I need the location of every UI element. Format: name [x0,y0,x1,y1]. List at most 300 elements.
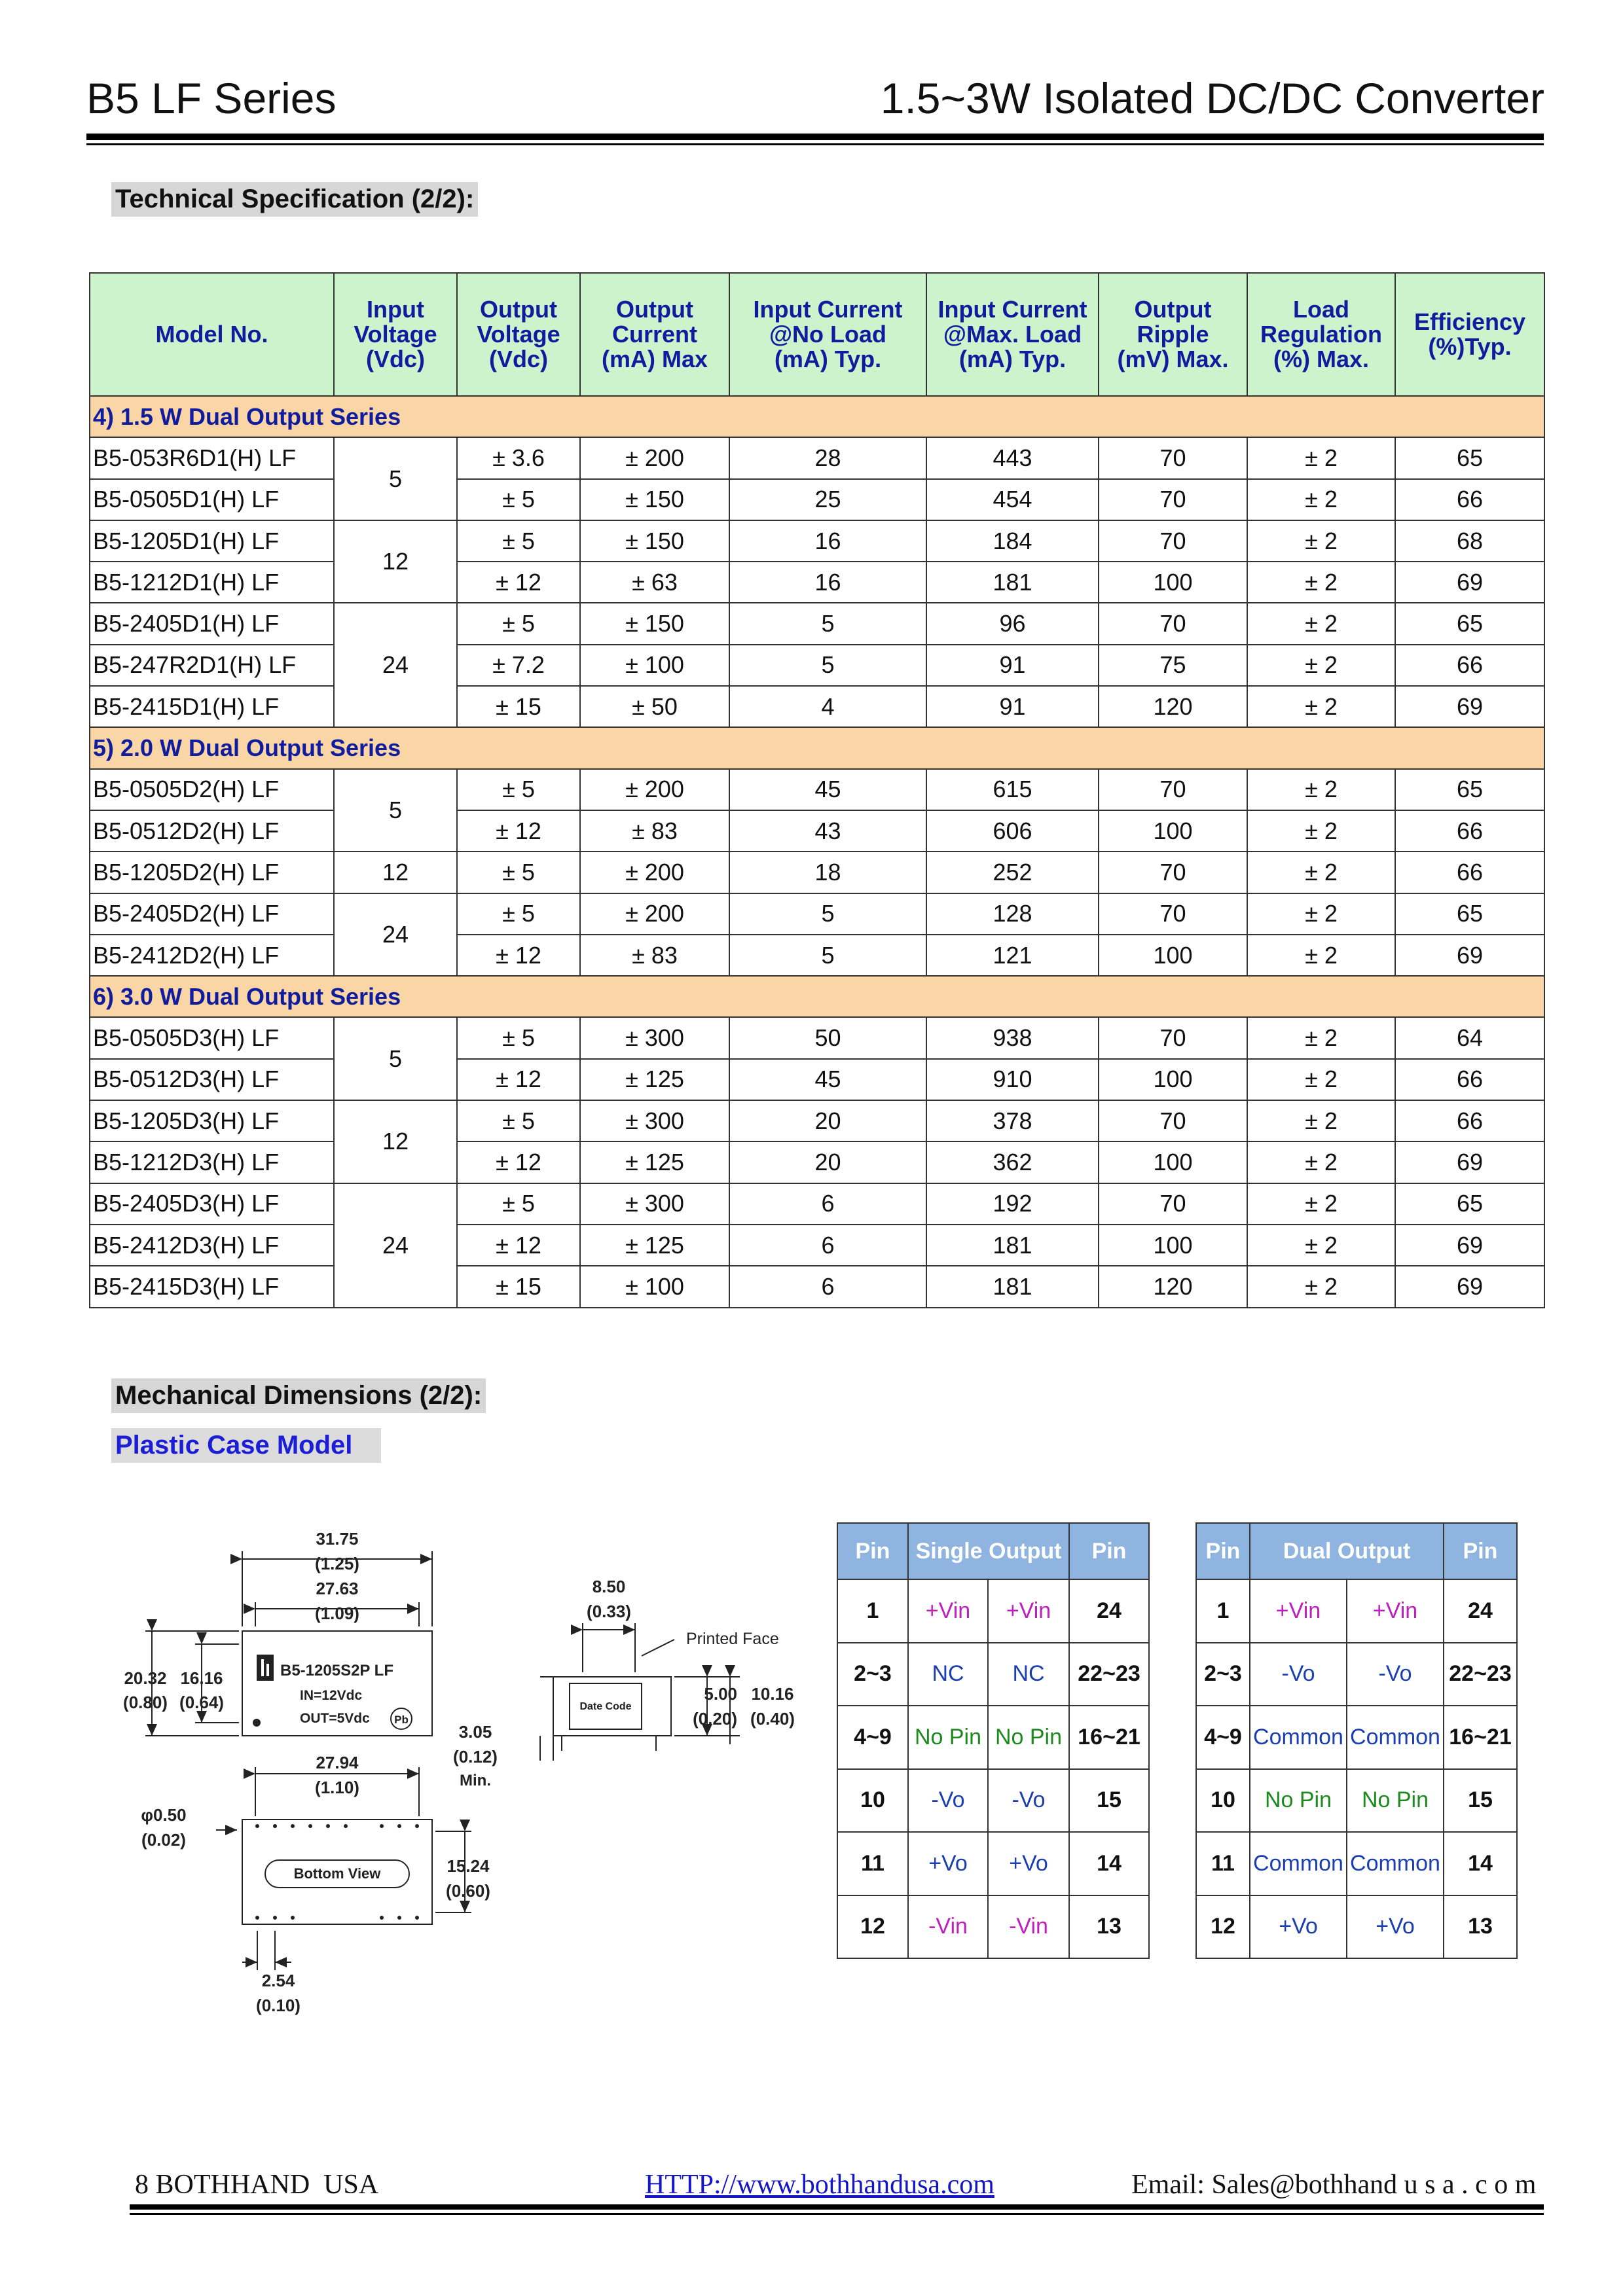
pin-number: 14 [1069,1832,1149,1895]
pb-mark-text: Pb [394,1713,409,1726]
table-cell: 70 [1099,1100,1247,1141]
table-cell: 70 [1099,852,1247,893]
cell-model: B5-2405D1(H) LF [90,603,334,644]
tech-spec-title: Technical Specification (2/2): [111,182,478,217]
table-cell: 18 [729,852,926,893]
table-cell: 66 [1395,1100,1544,1141]
table-cell: 5 [729,603,926,644]
pin-row [837,1706,1149,1769]
dim-height-inner: 16.16 [180,1668,223,1688]
dim-pin-row-span: 27.94 [316,1753,359,1772]
pin-function: -Vin [908,1895,988,1959]
table-cell: 91 [926,645,1099,686]
pin-function: +Vin [1347,1579,1444,1643]
col-input-current-maxload: Input Current @Max. Load (mA) Typ. [926,273,1099,396]
col-load-regulation: Load Regulation (%) Max. [1247,273,1395,396]
pin-function: +Vin [908,1579,988,1643]
table-cell: 96 [926,603,1099,644]
spec-body [90,396,1544,1308]
table-cell: ± 2 [1247,1100,1395,1141]
table-cell: ± 200 [580,769,729,810]
table-cell: 120 [1099,1266,1247,1307]
pin-single-header-left: Pin [837,1523,908,1579]
pin-number: 12 [1196,1895,1250,1959]
col-output-current: Output Current (mA) Max [580,273,729,396]
table-cell: ± 300 [580,1017,729,1058]
table-cell: ± 125 [580,1141,729,1183]
table-cell: 69 [1395,686,1544,727]
cell-model: B5-0505D1(H) LF [90,479,334,520]
table-cell: ± 2 [1247,562,1395,603]
table-cell: ± 83 [580,810,729,852]
table-cell: ± 15 [457,1266,580,1307]
cell-model: B5-053R6D1(H) LF [90,437,334,478]
table-cell: 6 [729,1225,926,1266]
table-cell: 65 [1395,603,1544,644]
table-cell: ± 2 [1247,645,1395,686]
table-cell: 6 [729,1266,926,1307]
dim-pitch-in: (0.10) [256,1996,301,2015]
table-cell: ± 7.2 [457,645,580,686]
table-cell: 181 [926,1266,1099,1307]
pin-function: -Vin [988,1895,1069,1959]
table-cell: ± 5 [457,852,580,893]
product-title: 1.5~3W Isolated DC/DC Converter [880,74,1544,122]
table-cell: 91 [926,686,1099,727]
table-row [90,1141,1544,1183]
pin-function: Common [1347,1832,1444,1895]
table-cell: ± 125 [580,1225,729,1266]
pin-function: +Vo [1250,1895,1347,1959]
dim-total-height: 10.16 [751,1684,794,1704]
dim-pin-length-min: Min. [460,1772,491,1789]
table-row [90,1183,1544,1225]
table-cell: ± 2 [1247,1141,1395,1183]
footer-company: 8 BOTHHAND USA [135,2170,379,2200]
table-row [90,645,1544,686]
dim-height-outer: 20.32 [124,1668,167,1688]
cell-model: B5-2415D3(H) LF [90,1266,334,1307]
dim-pin-diameter-in: (0.02) [141,1830,186,1850]
pin-number: 4~9 [837,1706,908,1769]
table-cell: ± 12 [457,935,580,976]
pin-number: 24 [1444,1579,1517,1643]
table-cell: 16 [729,520,926,562]
table-cell: 5 [729,935,926,976]
table-cell: ± 3.6 [457,437,580,478]
table-cell: ± 2 [1247,686,1395,727]
table-cell: 65 [1395,769,1544,810]
table-cell: 4 [729,686,926,727]
table-row [90,603,1544,644]
table-cell: ± 125 [580,1059,729,1100]
table-cell: 20 [729,1141,926,1183]
pin-function: No Pin [988,1706,1069,1769]
bothhand-logo [257,1655,274,1681]
table-cell: 443 [926,437,1099,478]
dim-body-height: 5.00 [704,1684,737,1704]
table-cell: 43 [729,810,926,852]
dim-height-inner-in: (0.64) [179,1693,224,1712]
table-cell: ± 2 [1247,769,1395,810]
pin-number: 13 [1444,1895,1517,1959]
table-cell: ± 2 [1247,810,1395,852]
series-group-title: 4) 1.5 W Dual Output Series [90,396,1544,437]
table-cell: 75 [1099,645,1247,686]
cell-input-voltage: 24 [334,603,457,727]
pin-number: 24 [1069,1579,1149,1643]
table-cell: ± 2 [1247,437,1395,478]
pin-number: 13 [1069,1895,1149,1959]
printed-face-label: Printed Face [686,1630,779,1648]
part-label: B5-1205S2P LF [280,1662,393,1679]
table-cell: 100 [1099,1225,1247,1266]
table-cell: ± 63 [580,562,729,603]
header-rule [86,134,1544,140]
table-cell: 192 [926,1183,1099,1225]
table-cell: ± 12 [457,1141,580,1183]
table-cell: 69 [1395,1141,1544,1183]
table-cell: ± 5 [457,520,580,562]
table-cell: ± 300 [580,1100,729,1141]
cell-input-voltage: 12 [334,1100,457,1183]
pin-number: 11 [837,1832,908,1895]
table-cell: ± 5 [457,1183,580,1225]
table-row [90,1059,1544,1100]
pin-number: 2~3 [837,1643,908,1706]
table-row [90,479,1544,520]
pin-row [1196,1579,1517,1643]
footer-rule-thin [130,2213,1544,2215]
table-cell: 70 [1099,437,1247,478]
table-row [90,852,1544,893]
cell-model: B5-0505D2(H) LF [90,769,334,810]
pin-row [1196,1643,1517,1706]
cell-model: B5-0512D2(H) LF [90,810,334,852]
table-cell: ± 12 [457,1225,580,1266]
pin-single-header-title: Single Output [908,1523,1069,1579]
table-cell: 454 [926,479,1099,520]
table-cell: 121 [926,935,1099,976]
table-cell: ± 2 [1247,479,1395,520]
pin-function: -Vo [1347,1643,1444,1706]
col-input-current-noload: Input Current @No Load (mA) Typ. [729,273,926,396]
pin-row [837,1579,1149,1643]
plastic-case-title: Plastic Case Model [111,1428,381,1463]
pin-function: Common [1250,1706,1347,1769]
pin-table-single [837,1522,1150,1959]
table-cell: 184 [926,520,1099,562]
table-row [90,686,1544,727]
table-cell: 66 [1395,479,1544,520]
pin-function: -Vo [1250,1643,1347,1706]
table-cell: ± 100 [580,1266,729,1307]
table-cell: ± 100 [580,645,729,686]
table-row [90,893,1544,935]
table-cell: 66 [1395,1059,1544,1100]
table-cell: ± 15 [457,686,580,727]
table-cell: 16 [729,562,926,603]
footer-website-link[interactable]: HTTP://www.bothhandusa.com [645,2170,994,2200]
table-row [90,437,1544,478]
table-cell: 100 [1099,810,1247,852]
dim-width-inner-in: (1.09) [315,1604,359,1623]
pin-function: +Vo [1347,1895,1444,1959]
pin-number: 2~3 [1196,1643,1250,1706]
table-row [90,1100,1544,1141]
dim-side-width-in: (0.33) [587,1602,631,1621]
pin-function: +Vin [988,1579,1069,1643]
pin-dual-header-right: Pin [1444,1523,1517,1579]
cell-input-voltage: 5 [334,1017,457,1100]
col-output-voltage: Output Voltage (Vdc) [457,273,580,396]
table-cell: 69 [1395,562,1544,603]
table-cell: 5 [729,645,926,686]
table-cell: 70 [1099,1017,1247,1058]
table-cell: ± 5 [457,479,580,520]
pin-dual-header-left: Pin [1196,1523,1250,1579]
series-group-title: 5) 2.0 W Dual Output Series [90,727,1544,768]
col-output-ripple: Output Ripple (mV) Max. [1099,273,1247,396]
dim-width-inner: 27.63 [316,1579,359,1598]
footer-rule [130,2204,1544,2210]
pin-dual-header-title: Dual Output [1250,1523,1444,1579]
table-cell: ± 12 [457,1059,580,1100]
pin-function: Common [1347,1706,1444,1769]
pin-number: 22~23 [1069,1643,1149,1706]
cell-model: B5-0505D3(H) LF [90,1017,334,1058]
col-efficiency: Efficiency (%)Typ. [1395,273,1544,396]
pin-row [1196,1769,1517,1833]
pin-number: 15 [1069,1769,1149,1833]
pin-number: 11 [1196,1832,1250,1895]
dim-pin-spacing-in: (0.60) [446,1881,490,1901]
pin-number: 22~23 [1444,1643,1517,1706]
table-cell: 378 [926,1100,1099,1141]
cell-input-voltage: 12 [334,852,457,893]
table-cell: 65 [1395,437,1544,478]
dim-width-outer-in: (1.25) [315,1554,359,1573]
table-cell: ± 200 [580,437,729,478]
table-cell: 100 [1099,935,1247,976]
table-cell: ± 150 [580,603,729,644]
table-cell: 128 [926,893,1099,935]
table-cell: ± 5 [457,893,580,935]
part-input-label: IN=12Vdc [300,1688,363,1703]
cell-model: B5-0512D3(H) LF [90,1059,334,1100]
dim-pin-diameter: φ0.50 [141,1805,187,1825]
mechanical-drawing [118,1525,838,2029]
mech-dimensions-title: Mechanical Dimensions (2/2): [111,1378,486,1413]
pin-function: Common [1250,1832,1347,1895]
table-cell: 69 [1395,935,1544,976]
table-cell: 5 [729,893,926,935]
table-cell: 50 [729,1017,926,1058]
pin-number: 1 [837,1579,908,1643]
cell-input-voltage: 5 [334,437,457,520]
spec-header-row [90,273,1544,396]
table-cell: 70 [1099,893,1247,935]
pin-function: No Pin [908,1706,988,1769]
table-cell: ± 2 [1247,852,1395,893]
table-row [90,935,1544,976]
pin-number: 10 [1196,1769,1250,1833]
date-code-label: Date Code [579,1701,632,1712]
dim-pin-length: 3.05 [458,1722,492,1742]
cell-model: B5-1205D1(H) LF [90,520,334,562]
table-cell: ± 2 [1247,1183,1395,1225]
table-cell: ± 2 [1247,1017,1395,1058]
table-cell: 120 [1099,686,1247,727]
table-cell: ± 12 [457,810,580,852]
pin-function: -Vo [988,1769,1069,1833]
pin-number: 1 [1196,1579,1250,1643]
pin-row [837,1832,1149,1895]
bottom-view-label: Bottom View [293,1865,381,1882]
table-cell: 45 [729,1059,926,1100]
table-cell: 252 [926,852,1099,893]
table-cell: ± 200 [580,893,729,935]
pin-function: +Vin [1250,1579,1347,1643]
col-input-voltage: Input Voltage (Vdc) [334,273,457,396]
dim-pin-spacing: 15.24 [447,1856,490,1876]
dim-pitch: 2.54 [261,1971,295,1990]
table-cell: ± 2 [1247,1225,1395,1266]
header-rule-thin [86,143,1544,145]
table-cell: 66 [1395,810,1544,852]
table-cell: 100 [1099,1059,1247,1100]
table-cell: ± 83 [580,935,729,976]
table-cell: ± 2 [1247,935,1395,976]
table-cell: 70 [1099,1183,1247,1225]
table-cell: 100 [1099,1141,1247,1183]
pin-row [1196,1832,1517,1895]
table-row [90,810,1544,852]
series-group-title: 6) 3.0 W Dual Output Series [90,976,1544,1017]
table-cell: 65 [1395,893,1544,935]
pin-number: 14 [1444,1832,1517,1895]
cell-input-voltage: 5 [334,769,457,852]
cell-input-voltage: 24 [334,893,457,977]
pin-function: No Pin [1347,1769,1444,1833]
pin-function: +Vo [908,1832,988,1895]
pin-number: 12 [837,1895,908,1959]
pin-row [837,1769,1149,1833]
table-cell: 70 [1099,769,1247,810]
dim-height-outer-in: (0.80) [123,1693,168,1712]
table-cell: ± 5 [457,1100,580,1141]
dim-pin-length-in: (0.12) [453,1747,498,1767]
table-cell: 25 [729,479,926,520]
table-cell: ± 200 [580,852,729,893]
pin-row [837,1643,1149,1706]
table-cell: ± 2 [1247,893,1395,935]
cell-input-voltage: 24 [334,1183,457,1308]
part-output-label: OUT=5Vdc [300,1711,370,1726]
table-row [90,562,1544,603]
table-cell: ± 5 [457,603,580,644]
table-cell: ± 5 [457,769,580,810]
pin-table-dual [1195,1522,1518,1959]
table-cell: 68 [1395,520,1544,562]
table-row [90,769,1544,810]
table-cell: 28 [729,437,926,478]
dim-body-height-in: (0.20) [693,1709,737,1729]
table-row [90,520,1544,562]
dim-side-width: 8.50 [592,1577,626,1596]
dim-width-outer: 31.75 [316,1529,359,1549]
cell-model: B5-1212D1(H) LF [90,562,334,603]
pin-function: -Vo [908,1769,988,1833]
table-cell: 6 [729,1183,926,1225]
pin-number: 16~21 [1069,1706,1149,1769]
series-title: B5 LF Series [86,74,337,122]
table-cell: 65 [1395,1183,1544,1225]
pin-number: 16~21 [1444,1706,1517,1769]
table-cell: ± 2 [1247,1266,1395,1307]
table-cell: 45 [729,769,926,810]
cell-model: B5-1212D3(H) LF [90,1141,334,1183]
pin-function: +Vo [988,1832,1069,1895]
cell-model: B5-1205D2(H) LF [90,852,334,893]
table-row [90,1017,1544,1058]
table-cell: ± 50 [580,686,729,727]
table-row [90,1225,1544,1266]
table-cell: ± 150 [580,520,729,562]
cell-model: B5-2415D1(H) LF [90,686,334,727]
table-cell: 20 [729,1100,926,1141]
table-cell: ± 12 [457,562,580,603]
cell-model: B5-2405D2(H) LF [90,893,334,935]
table-cell: 362 [926,1141,1099,1183]
pin-function: No Pin [1250,1769,1347,1833]
series-group-row [90,396,1544,437]
pin-number: 15 [1444,1769,1517,1833]
table-cell: 606 [926,810,1099,852]
table-cell: 938 [926,1017,1099,1058]
cell-model: B5-2405D3(H) LF [90,1183,334,1225]
table-cell: ± 150 [580,479,729,520]
table-cell: ± 2 [1247,603,1395,644]
table-cell: 181 [926,1225,1099,1266]
table-cell: ± 5 [457,1017,580,1058]
table-cell: 66 [1395,852,1544,893]
cell-model: B5-2412D3(H) LF [90,1225,334,1266]
dim-total-height-in: (0.40) [750,1709,795,1729]
table-row [90,1266,1544,1307]
cell-model: B5-1205D3(H) LF [90,1100,334,1141]
table-cell: 70 [1099,603,1247,644]
table-cell: 64 [1395,1017,1544,1058]
cell-input-voltage: 12 [334,520,457,603]
pin-single-header-right: Pin [1069,1523,1149,1579]
pin-function: NC [908,1643,988,1706]
table-cell: ± 300 [580,1183,729,1225]
table-cell: 615 [926,769,1099,810]
col-model: Model No. [90,273,334,396]
dim-pin-row-span-in: (1.10) [315,1778,359,1797]
spec-table [89,272,1545,1308]
table-cell: 69 [1395,1225,1544,1266]
cell-model: B5-247R2D1(H) LF [90,645,334,686]
table-cell: 100 [1099,562,1247,603]
table-cell: 181 [926,562,1099,603]
table-cell: 70 [1099,520,1247,562]
pin-row [1196,1895,1517,1959]
table-cell: 70 [1099,479,1247,520]
table-cell: 66 [1395,645,1544,686]
table-cell: ± 2 [1247,520,1395,562]
